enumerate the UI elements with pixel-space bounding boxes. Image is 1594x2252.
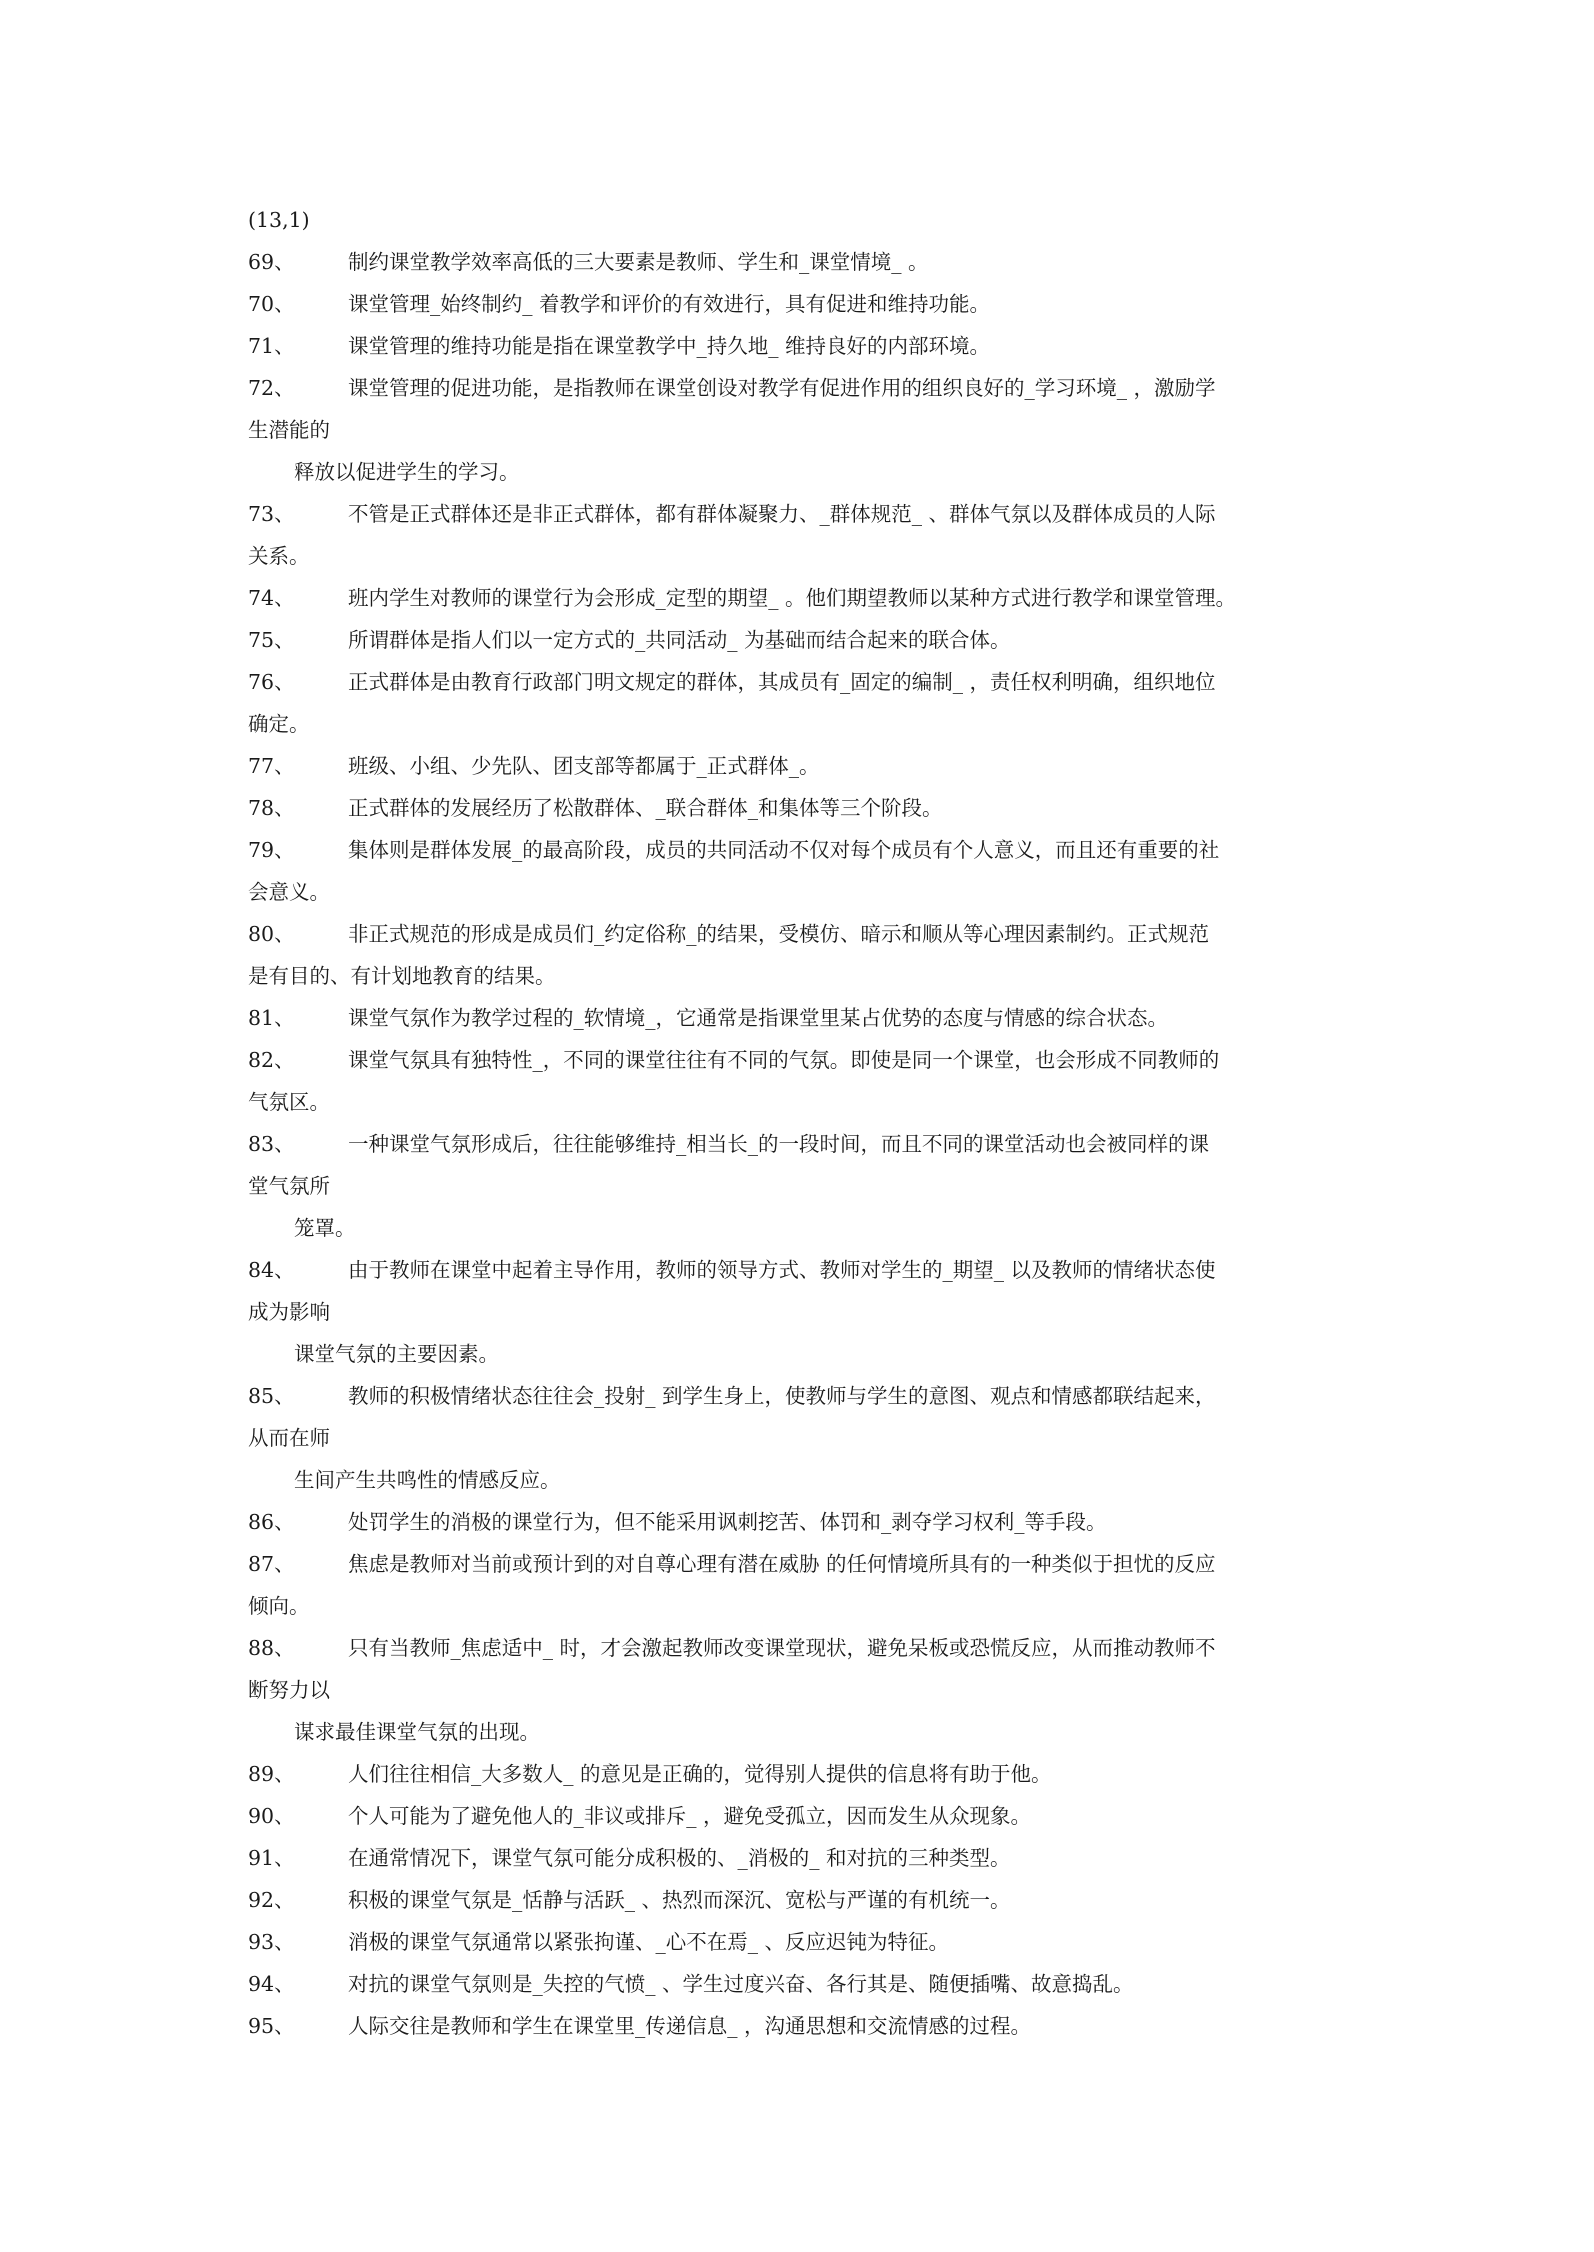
- item-continuation: 课堂气氛的主要因素。: [294, 1342, 499, 1366]
- item-number: 93、: [248, 1930, 295, 1954]
- item-line: [248, 1543, 1358, 1585]
- item-number: 77、: [248, 754, 295, 778]
- item-continuation: 笼罩。: [294, 1216, 356, 1240]
- item-number: 92、: [248, 1888, 295, 1912]
- item-line: [248, 1123, 1358, 1165]
- item-continuation: 堂气氛所: [248, 1174, 330, 1198]
- item-continuation: 谋求最佳课堂气氛的出现。: [294, 1720, 540, 1744]
- item-line: [248, 367, 1358, 409]
- item-continuation: 成为影响: [248, 1300, 330, 1324]
- item-line: [248, 1501, 1358, 1543]
- item-line: [248, 829, 1358, 871]
- item-number: 72、: [248, 376, 295, 400]
- item-line: [248, 745, 1358, 787]
- item-line: [248, 1039, 1358, 1081]
- item-number: 71、: [248, 334, 295, 358]
- item-number: 86、: [248, 1510, 295, 1534]
- item-number: 81、: [248, 1006, 295, 1030]
- item-continuation: 释放以促进学生的学习。: [294, 460, 520, 484]
- item-line: [248, 241, 1358, 283]
- item-text: 班级、小组、少先队、团支部等都属于_正式群体_。: [348, 754, 820, 778]
- item-number: 91、: [248, 1846, 295, 1870]
- item-text: 在通常情况下，课堂气氛可能分成积极的、_消极的_ 和对抗的三种类型。: [348, 1846, 1011, 1870]
- item-text: 课堂气氛具有独特性_，不同的课堂往往有不同的气氛。即使是同一个课堂，也会形成不同教师的: [348, 1048, 1220, 1072]
- item-line: [248, 1249, 1358, 1291]
- item-text: 处罚学生的消极的课堂行为，但不能采用讽刺挖苦、体罚和_剥夺学习权利_等手段。: [348, 1510, 1107, 1534]
- item-number: 83、: [248, 1132, 295, 1156]
- item-line: [248, 493, 1358, 535]
- item-line: [248, 1963, 1358, 2005]
- item-continuation: 确定。: [248, 712, 310, 736]
- item-number: 84、: [248, 1258, 295, 1282]
- item-number: 89、: [248, 1762, 295, 1786]
- item-line: [248, 619, 1358, 661]
- item-number: 69、: [248, 250, 295, 274]
- item-continuation: 生间产生共鸣性的情感反应。: [294, 1468, 561, 1492]
- item-text: 不管是正式群体还是非正式群体，都有群体凝聚力、_群体规范_ 、群体气氛以及群体成员的人际: [348, 502, 1216, 526]
- item-line: [248, 1795, 1358, 1837]
- item-number: 82、: [248, 1048, 295, 1072]
- item-text: 课堂管理_始终制约_ 着教学和评价的有效进行，具有促进和维持功能。: [348, 292, 991, 316]
- item-continuation: 断努力以: [248, 1678, 330, 1702]
- item-text: 对抗的课堂气氛则是_失控的气愤_ 、学生过度兴奋、各行其是、随便插嘴、故意捣乱。: [348, 1972, 1134, 1996]
- document-body: [248, 199, 1358, 2047]
- item-text: 人们往往相信_大多数人_ 的意见是正确的，觉得别人提供的信息将有助于他。: [348, 1762, 1052, 1786]
- item-line: [248, 1837, 1358, 1879]
- item-text: 只有当教师_焦虑适中_ 时，才会激起教师改变课堂现状，避免呆板或恐慌反应，从而推动教师不: [348, 1636, 1216, 1660]
- item-text: 集体则是群体发展_的最高阶段，成员的共同活动不仅对每个成员有个人意义，而且还有重要的社: [348, 838, 1220, 862]
- item-number: 74、: [248, 586, 295, 610]
- item-number: 85、: [248, 1384, 295, 1408]
- item-text: 正式群体是由教育行政部门明文规定的群体，其成员有_固定的编制_ ，责任权利明确，组织地位: [348, 670, 1216, 694]
- item-line: [248, 1753, 1358, 1795]
- item-text: 焦虑是教师对当前或预计到的对自尊心理有潜在威胁 的任何情境所具有的一种类似于担忧的反应: [348, 1552, 1216, 1576]
- item-continuation: 倾向。: [248, 1594, 310, 1618]
- item-line: [248, 577, 1358, 619]
- item-number: 78、: [248, 796, 295, 820]
- item-continuation: 关系。: [248, 544, 310, 568]
- item-number: 88、: [248, 1636, 295, 1660]
- item-number: 95、: [248, 2014, 295, 2038]
- item-number: 94、: [248, 1972, 295, 1996]
- item-text: 制约课堂教学效率高低的三大要素是教师、学生和_课堂情境_ 。: [348, 250, 929, 274]
- item-line: [248, 325, 1358, 367]
- item-line: [248, 913, 1358, 955]
- item-line: [248, 1879, 1358, 1921]
- item-text: 所谓群体是指人们以一定方式的_共同活动_ 为基础而结合起来的联合体。: [348, 628, 1011, 652]
- item-text: 课堂管理的促进功能，是指教师在课堂创设对教学有促进作用的组织良好的_学习环境_ ，激励学: [348, 376, 1216, 400]
- item-line: [248, 661, 1358, 703]
- page-header: (13,1): [248, 208, 310, 232]
- item-number: 90、: [248, 1804, 295, 1828]
- item-line: [248, 997, 1358, 1039]
- item-continuation: 生潜能的: [248, 418, 330, 442]
- item-text: 由于教师在课堂中起着主导作用，教师的领导方式、教师对学生的_期望_ 以及教师的情绪状态使: [348, 1258, 1216, 1282]
- item-line: [248, 1921, 1358, 1963]
- item-line: [248, 2005, 1358, 2047]
- item-line: [248, 787, 1358, 829]
- item-text: 课堂气氛作为教学过程的_软情境_，它通常是指课堂里某占优势的态度与情感的综合状态。: [348, 1006, 1168, 1030]
- item-text: 消极的课堂气氛通常以紧张拘谨、_心不在焉_ 、反应迟钝为特征。: [348, 1930, 950, 1954]
- item-text: 非正式规范的形成是成员们_约定俗称_的结果，受模仿、暗示和顺从等心理因素制约。正式规范: [348, 922, 1209, 946]
- item-continuation: 气氛区。: [248, 1090, 330, 1114]
- item-number: 73、: [248, 502, 295, 526]
- item-number: 79、: [248, 838, 295, 862]
- item-continuation: 是有目的、有计划地教育的结果。: [248, 964, 556, 988]
- item-number: 76、: [248, 670, 295, 694]
- item-text: 人际交往是教师和学生在课堂里_传递信息_ ，沟通思想和交流情感的过程。: [348, 2014, 1032, 2038]
- item-text: 个人可能为了避免他人的_非议或排斥_ ，避免受孤立，因而发生从众现象。: [348, 1804, 1032, 1828]
- item-text: 教师的积极情绪状态往往会_投射_ 到学生身上，使教师与学生的意图、观点和情感都联结起来，: [348, 1384, 1216, 1408]
- item-line: [248, 1627, 1358, 1669]
- item-continuation: 从而在师: [248, 1426, 330, 1450]
- item-text: 一种课堂气氛形成后，往往能够维持_相当长_的一段时间，而且不同的课堂活动也会被同样的课: [348, 1132, 1209, 1156]
- item-line: [248, 1375, 1358, 1417]
- item-text: 班内学生对教师的课堂行为会形成_定型的期望_ 。他们期望教师以某种方式进行教学和课堂管理。: [348, 586, 1237, 610]
- item-text: 正式群体的发展经历了松散群体、_联合群体_和集体等三个阶段。: [348, 796, 943, 820]
- item-number: 87、: [248, 1552, 295, 1576]
- item-continuation: 会意义。: [248, 880, 330, 904]
- item-number: 75、: [248, 628, 295, 652]
- item-text: 积极的课堂气氛是_恬静与活跃_ 、热烈而深沉、宽松与严谨的有机统一。: [348, 1888, 1011, 1912]
- item-line: [248, 283, 1358, 325]
- item-number: 70、: [248, 292, 295, 316]
- item-number: 80、: [248, 922, 295, 946]
- item-text: 课堂管理的维持功能是指在课堂教学中_持久地_ 维持良好的内部环境。: [348, 334, 991, 358]
